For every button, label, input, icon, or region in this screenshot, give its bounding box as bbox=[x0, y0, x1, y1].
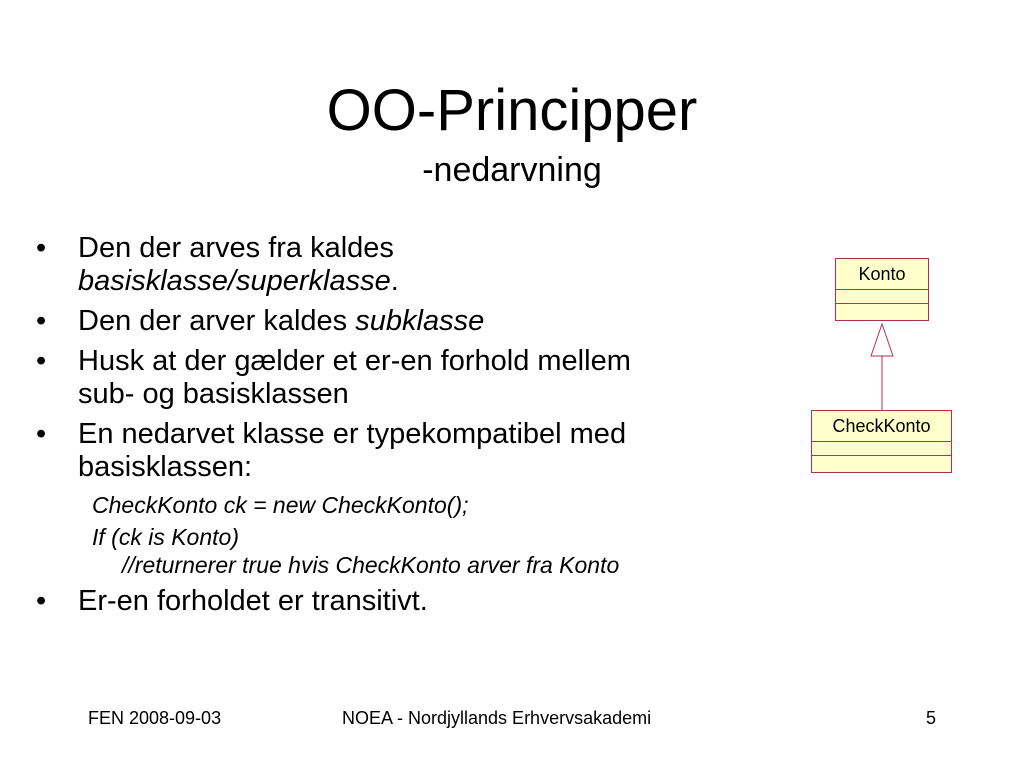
bullet-text: Er-en forholdet er transitivt. bbox=[78, 585, 428, 617]
slide-subtitle: -nedarvning bbox=[422, 151, 602, 189]
bullet-item bbox=[36, 418, 776, 484]
slide-title: OO-Principper bbox=[326, 78, 698, 143]
bullet-item bbox=[36, 585, 776, 618]
bullet-text-line-1: En nedarvet klasse er typekompatibel med bbox=[78, 418, 627, 450]
footer-center: NOEA - Nordjyllands Erhvervsakademi bbox=[342, 708, 652, 728]
bullet-dot: • bbox=[36, 585, 47, 617]
bullet-dot: • bbox=[36, 305, 47, 337]
bullet-dot: • bbox=[36, 232, 47, 264]
footer-page-number: 5 bbox=[926, 708, 937, 728]
uml-attributes-section bbox=[812, 442, 951, 456]
footer-left: FEN 2008-09-03 bbox=[88, 708, 222, 728]
code-line: If (ck is Konto) bbox=[92, 524, 239, 550]
bullet-item bbox=[36, 305, 776, 338]
bullet-item bbox=[36, 345, 776, 411]
code-block bbox=[36, 523, 776, 579]
uml-attributes-section bbox=[836, 290, 928, 304]
slide-content bbox=[36, 232, 776, 625]
uml-class-name: CheckKonto bbox=[812, 411, 951, 442]
uml-class-checkkonto bbox=[811, 410, 952, 473]
bullet-text-line-1: Husk at der gælder et er-en forhold mellem bbox=[78, 345, 631, 377]
bullet-text-line-2: sub- og basisklassen bbox=[78, 378, 349, 410]
uml-methods-section bbox=[836, 304, 928, 317]
uml-class-name: Konto bbox=[836, 259, 928, 290]
bullet-text-line-2: basisklassen: bbox=[78, 451, 253, 483]
bullet-text: Den der arver kaldes bbox=[78, 305, 356, 337]
uml-methods-section bbox=[812, 456, 951, 469]
bullet-item bbox=[36, 232, 776, 298]
bullet-dot: • bbox=[36, 418, 47, 450]
bullet-italic-text: basisklasse/superklasse bbox=[78, 265, 391, 297]
code-line: CheckKonto ck = new CheckKonto(); bbox=[92, 492, 469, 518]
bullet-punctuation: . bbox=[390, 265, 399, 297]
bullet-text: Den der arves fra kaldes bbox=[78, 232, 394, 264]
bullet-dot: • bbox=[36, 345, 47, 377]
inheritance-arrowhead bbox=[871, 324, 893, 356]
bullet-italic-text: subklasse bbox=[355, 305, 485, 337]
code-comment: //returnerer true hvis CheckKonto arver fra Konto bbox=[122, 552, 620, 578]
uml-class-konto bbox=[835, 258, 929, 321]
